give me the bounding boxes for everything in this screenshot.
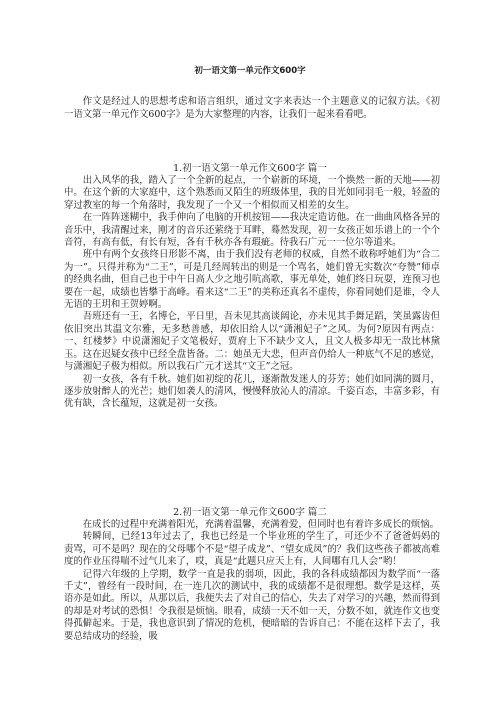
paragraph: 出入风华的我，踏入了一个全新的起点，一个崭新的环境，一个焕然一新的天地——初中。在这个新的大家庭中，这个熟悉而又陌生的班级体里，我的目光如同羽毛一般，轻盈的穿过教室的每一个角落时，我发现了一个又一个相似而又相差的女生。 (64, 175, 440, 211)
section-2-heading: 2.初一语文第一单元作文600字 篇二 (173, 507, 327, 518)
paragraph: 班中有两个女孩终日形影不离，由于我们没有老师的权威，自然不敢称呼她们为“合二为一”。只得并称为“二王”，可是几经周转出的则是一个骂名，她们曾无实数次“夸赞”师卓的经典名曲，但自己也于中午日高人少之地引吭高歌，事无单处，她们终日玩耍，连预习也要在一起，成绩也皆攀于高峰。看来这“二王”的美称还真名不虚传，你看同她们是谁，令人无语的王玥和王贺婷啊。 (64, 249, 440, 311)
paragraph: 转瞬间，已经13年过去了，我也已经是一个毕业班的学生了，可还少不了爸爸妈妈的责骂，可不是吗？现在的父母哪个不是“望子成龙”、“望女成凤”的？我们这些孩子都被高难度的作业压得喘不过气儿来了，哎，真是“此题只应天上有，人间哪有几人会”哟！ (64, 531, 440, 568)
paragraph: 吾班还有一王，名博仑，平日里，吾未见其高谈阔论，亦未见其手舞足蹈，笑虽露齿但依旧突出其温文尔雅，无多愁善感，却依旧给人以“潇湘妃子”之风。为何?原因有两点：一、红楼梦》中说潇湘妃子文笔极好，贾府上下不缺少文人，且文人极多却无一敌比林黛玉。这在迟疑女孩中已经全盘皆备。二：她虽无大悲，但声音仍给人一种底气不足的感觉，与潇湘妃子极为相似。所以我石广元才送其“文王”之冠。 (64, 311, 440, 373)
paragraph: 在一阵阵迷糊中，我手伸向了电脑的开机按钮——我决定造访他。在一曲曲风格各异的音乐中，我清醒过来，刚才的音乐还萦绕于耳畔，蓦然发现，初一女孩正如乐谱上的一个个音符，有高有低，有长有短，各有千秋亦各有瑕疵。待我石广元一一位尔等道来。 (64, 212, 440, 249)
paragraph: 记得六年级的上学期，数学一直是我的弱项，因此，我的各科成绩都因为数学而“一落千丈”，曾经有一段时间，在一连几次的测试中，我的成绩都不是很理想。数学是这样，英语亦是如此。所以，从那以后，我便失去了对自己的信心，失去了对学习的兴趣，然而得到的却是对考试的恐惧！令我很是烦恼。眼看，成绩一天不如一天，分数不如，就连作文也变得孤僻起来。于是，我也意识到了情况的危机，便暗暗的告诉自己：不能在这样下去了，我要总结成功的经验，吸 (64, 568, 440, 642)
paragraph: 在成长的过程中充满着阳光，充满着温馨，充满着爱，但同时也有着许多成长的烦恼。 (82, 519, 440, 530)
section-2-body (64, 519, 440, 708)
section-1-body (64, 175, 440, 411)
intro-paragraph: 作文是经过人的思想考虑和语言组织，通过文字来表达一个主题意义的记叙方法。《初一语文第一单元作文600字》是为大家整理的内容，让我们一起来看看吧。 (64, 96, 440, 120)
paragraph: 初一女孩，各有千秋。她们如初绽的花儿，逐渐散发迷人的芬芳；她们如同满的圆月，逐步放射醉人的光芒；她们如袭人的清风，慢慢释放沁人的清凉。千姿百态，丰富多彩，有优有缺，含长蕴短，这就是初一女孩。 (64, 373, 440, 410)
section-1-heading: 1.初一语文第一单元作文600字 篇一 (173, 163, 327, 174)
document-title: 初一语文第一单元作文600字 (194, 66, 306, 76)
